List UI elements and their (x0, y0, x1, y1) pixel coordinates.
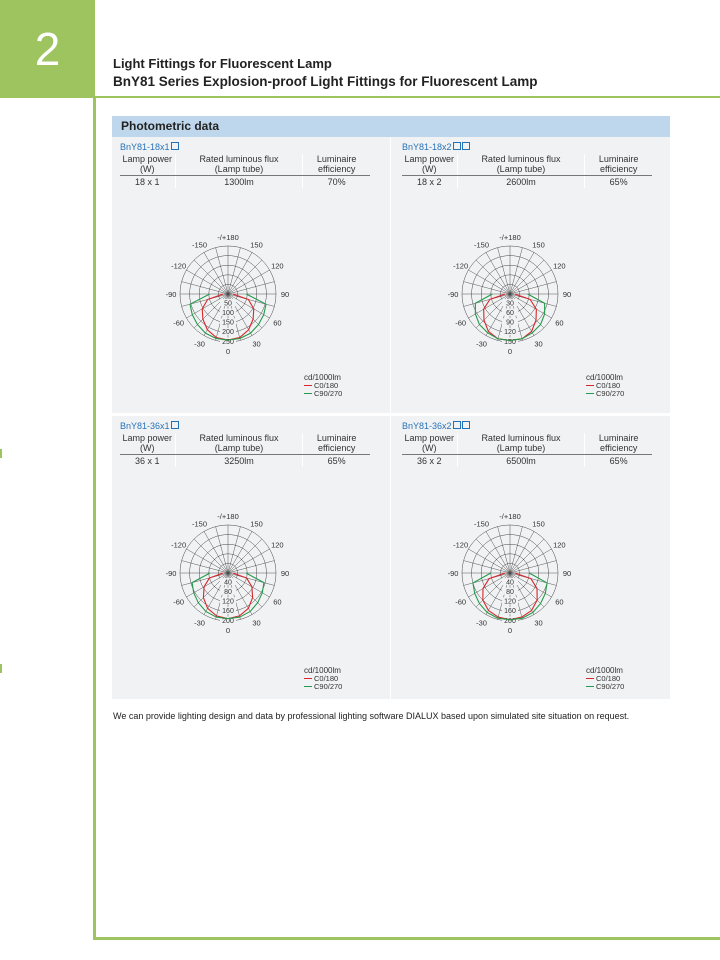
polar-angle-label: -90 (447, 290, 459, 299)
polar-angle-label: 60 (273, 597, 282, 607)
photometric-panel (112, 116, 670, 699)
polar-angle-label: -90 (447, 569, 459, 578)
photometric-cell-2 (400, 142, 670, 412)
polar-grid-spoke (204, 252, 228, 294)
footer-note: We can provide lighting design and data by professional lighting software DIALUX based upon simulated site situation on request. (113, 711, 630, 721)
polar-grid (180, 246, 276, 342)
option-box-icon (453, 142, 461, 150)
polar-angle-label: 60 (273, 318, 282, 328)
polar-luminous-intensity-chart (158, 511, 298, 661)
legend-unit: cd/1000lm (304, 666, 341, 675)
photometric-cell-4 (400, 421, 670, 691)
radial-tick-label: 160 (504, 608, 516, 616)
efficiency-header: Luminaire efficiency (303, 433, 370, 455)
margin-tick (0, 449, 2, 458)
header-rule (95, 96, 720, 98)
polar-grid-spoke (510, 527, 522, 573)
efficiency-header: Luminaire efficiency (585, 433, 652, 455)
polar-angle-label: 150 (250, 240, 263, 250)
legend-c90: C90/270 (586, 683, 624, 691)
efficiency-header: Luminaire efficiency (303, 154, 370, 176)
polar-angle-label: -/+180 (499, 512, 521, 521)
polar-angle-label: 120 (553, 261, 566, 271)
polar-grid-spoke (182, 282, 228, 294)
polar-angle-label: -150 (473, 519, 490, 529)
efficiency-value: 65% (585, 176, 652, 189)
spec-header-row (402, 433, 652, 455)
polar-angle-label: 120 (271, 261, 284, 271)
option-box-icon (171, 421, 179, 429)
radial-tick-label: 120 (504, 598, 516, 606)
radial-tick-label: 90 (506, 319, 514, 327)
lamp-power-header: Lamp power (W) (402, 433, 457, 455)
radial-tick-label: 120 (222, 598, 234, 606)
polar-grid-spoke (510, 270, 552, 294)
polar-angle-label: 90 (280, 290, 290, 299)
legend-unit: cd/1000lm (304, 373, 341, 382)
flux-header: Rated luminous flux (Lamp tube) (457, 433, 585, 455)
row-divider (112, 413, 670, 416)
polar-angle-label: -30 (194, 339, 205, 349)
polar-angle-label: 60 (555, 318, 564, 328)
model-number (402, 421, 470, 431)
polar-grid-spoke (216, 527, 228, 573)
chart-legend (586, 374, 624, 398)
flux-value: 1300lm (175, 176, 303, 189)
polar-angle-label: 90 (562, 290, 572, 299)
polar-grid (462, 246, 558, 342)
polar-angle-label: 120 (553, 540, 566, 550)
legend-c90: C90/270 (304, 390, 342, 398)
radial-tick-label: 160 (222, 608, 234, 616)
polar-grid-spoke (510, 248, 522, 294)
polar-angle-label: -/+180 (217, 512, 239, 521)
polar-grid-spoke (228, 531, 252, 573)
chart-legend (586, 667, 624, 691)
radial-tick-label: 60 (506, 310, 514, 317)
spec-value-row (120, 176, 370, 189)
option-box-icon (462, 421, 470, 429)
option-box-icon (462, 142, 470, 150)
polar-grid-spoke (510, 252, 534, 294)
spec-header-row (120, 154, 370, 176)
spec-table (402, 433, 652, 467)
polar-grid-spoke (468, 549, 510, 573)
polar-grid-spoke (228, 252, 252, 294)
polar-grid-spoke (464, 561, 510, 573)
option-box-icon (171, 142, 179, 150)
polar-angle-label: 90 (280, 569, 290, 578)
panel-header (112, 116, 670, 137)
chapter-number: 2 (34, 23, 61, 75)
polar-angle-label: -/+180 (217, 233, 239, 242)
panel-title: Photometric data (121, 119, 220, 133)
polar-luminous-intensity-chart (440, 232, 580, 382)
polar-angle-label: -30 (476, 339, 487, 349)
polar-angle-label: -60 (455, 597, 467, 607)
polar-angle-label: -150 (191, 240, 208, 250)
polar-grid-spoke (498, 248, 510, 294)
polar-luminous-intensity-chart (158, 232, 298, 382)
radial-tick-label: 250 (222, 338, 234, 346)
polar-angle-label: 120 (271, 540, 284, 550)
lamp-power-header: Lamp power (W) (120, 433, 175, 455)
efficiency-value: 70% (303, 176, 370, 189)
model-label: BnY81-36x2 (402, 421, 452, 431)
polar-angle-label: 30 (534, 618, 543, 628)
column-divider (390, 137, 391, 699)
polar-grid-spoke (476, 539, 510, 573)
radial-tick-label: 40 (506, 579, 514, 587)
polar-grid (180, 525, 276, 621)
polar-grid-spoke (476, 260, 510, 294)
polar-grid-spoke (510, 549, 552, 573)
chart-legend (304, 667, 342, 691)
radial-tick-label: 30 (506, 300, 514, 308)
polar-angle-label: -120 (171, 261, 187, 271)
efficiency-value: 65% (303, 455, 370, 468)
polar-grid-spoke (228, 248, 240, 294)
efficiency-value: 65% (585, 455, 652, 468)
flux-header: Rated luminous flux (Lamp tube) (457, 154, 585, 176)
polar-angle-label: -/+180 (499, 233, 521, 242)
page-subtitle: BnY81 Series Explosion-proof Light Fittings for Fluorescent Lamp (113, 74, 538, 89)
polar-angle-label: 60 (555, 597, 564, 607)
polar-grid-spoke (510, 561, 556, 573)
polar-angle-label: -120 (453, 540, 469, 550)
polar-grid-spoke (228, 260, 262, 294)
radial-tick-label: 80 (224, 589, 232, 596)
polar-grid (462, 525, 558, 621)
polar-angle-label: 30 (252, 618, 261, 628)
lamp-power-value: 36 x 1 (135, 456, 160, 466)
photometric-cell-3 (118, 421, 388, 691)
polar-angle-label: 0 (225, 347, 231, 356)
flux-value: 6500lm (457, 455, 585, 468)
chapter-number-tab (0, 0, 95, 98)
polar-angle-label: 150 (532, 519, 545, 529)
legend-unit: cd/1000lm (586, 373, 623, 382)
polar-angle-label: -60 (173, 597, 185, 607)
polar-grid-spoke (194, 539, 228, 573)
polar-grid-spoke (182, 561, 228, 573)
legend-c90: C90/270 (304, 683, 342, 691)
margin-tick (0, 664, 2, 673)
polar-grid-spoke (228, 282, 274, 294)
model-label: BnY81-18x2 (402, 142, 452, 152)
radial-tick-label: 100 (222, 310, 234, 317)
polar-grid-spoke (486, 252, 510, 294)
polar-angle-label: -30 (194, 618, 205, 628)
legend-c0: C0/180 (586, 675, 624, 683)
polar-angle-label: -120 (171, 540, 187, 550)
radial-tick-label: 40 (224, 579, 232, 587)
spec-value-row (402, 176, 652, 189)
radial-tick-label: 150 (504, 338, 516, 346)
legend-c90: C90/270 (586, 390, 624, 398)
polar-angle-label: 0 (507, 626, 513, 635)
polar-angle-label: -90 (165, 290, 177, 299)
polar-grid-spoke (510, 531, 534, 573)
radial-tick-label: 120 (504, 329, 516, 337)
polar-grid-spoke (486, 531, 510, 573)
lamp-power-header: Lamp power (W) (402, 154, 457, 176)
page-title: Light Fittings for Fluorescent Lamp (113, 56, 332, 71)
polar-grid-spoke (228, 527, 240, 573)
polar-angle-label: 0 (507, 347, 513, 356)
radial-tick-label: 200 (504, 617, 516, 625)
spec-table (120, 433, 370, 467)
lamp-power-value: 36 x 2 (417, 456, 442, 466)
flux-value: 2600lm (457, 176, 585, 189)
polar-angle-label: -120 (453, 261, 469, 271)
polar-angle-label: -60 (173, 318, 185, 328)
model-number (120, 142, 179, 152)
polar-grid-spoke (510, 539, 544, 573)
polar-angle-label: 30 (252, 339, 261, 349)
polar-angle-label: -90 (165, 569, 177, 578)
polar-angle-label: -30 (476, 618, 487, 628)
polar-grid-spoke (510, 260, 544, 294)
model-label: BnY81-18x1 (120, 142, 170, 152)
polar-grid-spoke (228, 539, 262, 573)
polar-grid-spoke (228, 561, 274, 573)
spec-header-row (402, 154, 652, 176)
model-number (120, 421, 179, 431)
polar-grid-spoke (468, 270, 510, 294)
model-label: BnY81-36x1 (120, 421, 170, 431)
flux-value: 3250lm (175, 455, 303, 468)
radial-tick-label: 80 (506, 589, 514, 596)
polar-angle-label: -150 (473, 240, 490, 250)
radial-tick-label: 200 (222, 617, 234, 625)
polar-grid-spoke (186, 270, 228, 294)
polar-grid-spoke (498, 527, 510, 573)
polar-angle-label: 0 (225, 626, 231, 635)
flux-header: Rated luminous flux (Lamp tube) (175, 433, 303, 455)
polar-angle-label: -150 (191, 519, 208, 529)
polar-luminous-intensity-chart (440, 511, 580, 661)
polar-grid-spoke (186, 549, 228, 573)
radial-tick-label: 50 (224, 300, 232, 308)
option-box-icon (453, 421, 461, 429)
polar-angle-label: 30 (534, 339, 543, 349)
lamp-power-header: Lamp power (W) (120, 154, 175, 176)
polar-grid-spoke (510, 282, 556, 294)
chart-legend (304, 374, 342, 398)
polar-grid-spoke (464, 282, 510, 294)
bottom-rule (93, 937, 720, 940)
radial-tick-label: 150 (222, 319, 234, 327)
spec-value-row (402, 455, 652, 468)
spec-value-row (120, 455, 370, 468)
legend-c0: C0/180 (586, 382, 624, 390)
polar-angle-label: -60 (455, 318, 467, 328)
lamp-power-value: 18 x 1 (135, 177, 160, 187)
left-margin-rule (93, 98, 96, 940)
polar-angle-label: 90 (562, 569, 572, 578)
polar-grid-spoke (228, 549, 270, 573)
lamp-power-value: 18 x 2 (417, 177, 442, 187)
model-number (402, 142, 470, 152)
polar-angle-label: 150 (250, 519, 263, 529)
polar-grid-spoke (194, 260, 228, 294)
flux-header: Rated luminous flux (Lamp tube) (175, 154, 303, 176)
radial-tick-label: 200 (222, 329, 234, 337)
polar-grid-spoke (216, 248, 228, 294)
polar-grid-spoke (204, 531, 228, 573)
legend-c0: C0/180 (304, 675, 342, 683)
efficiency-header: Luminaire efficiency (585, 154, 652, 176)
photometric-cell-1 (118, 142, 388, 412)
legend-c0: C0/180 (304, 382, 342, 390)
spec-table (402, 154, 652, 188)
page-header (113, 55, 538, 91)
polar-grid-spoke (228, 270, 270, 294)
spec-header-row (120, 433, 370, 455)
legend-unit: cd/1000lm (586, 666, 623, 675)
spec-table (120, 154, 370, 188)
polar-angle-label: 150 (532, 240, 545, 250)
